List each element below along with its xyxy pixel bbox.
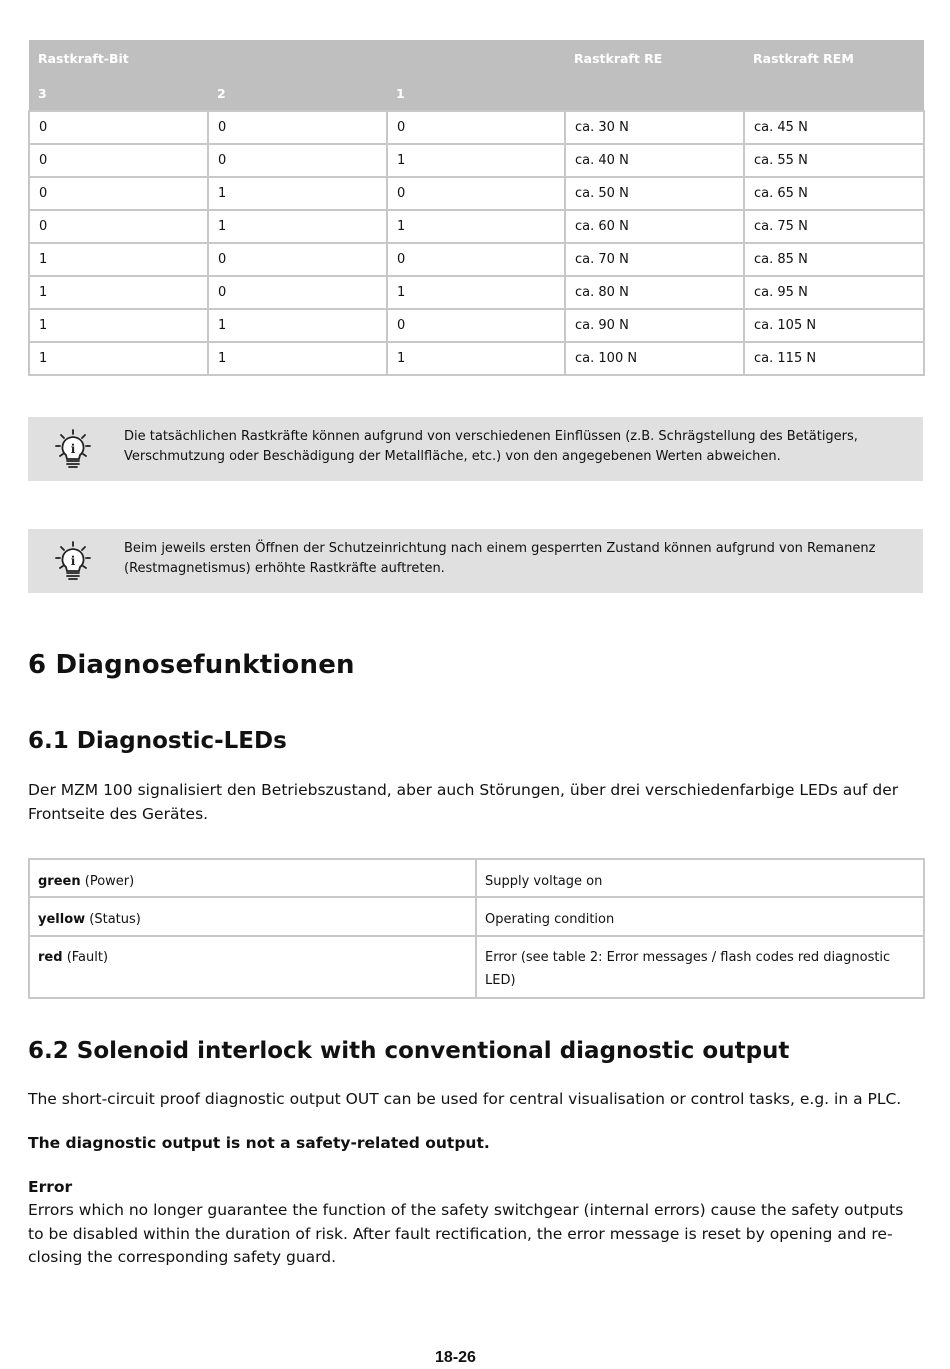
table-cell: 0 xyxy=(208,111,387,144)
table-row xyxy=(29,859,924,897)
subsection-title: 6.1 Diagnostic-LEDs xyxy=(28,728,287,754)
header-bit-3: 3 xyxy=(29,77,208,111)
table-cell: 1 xyxy=(29,276,208,309)
table-cell: 1 xyxy=(29,309,208,342)
table-row xyxy=(29,342,924,375)
led-label: (Status) xyxy=(89,912,141,927)
note-text: Beim jeweils ersten Öffnen der Schutzeinrichtung nach einem gesperrten Zustand können aufgrund von Remanenz (Restmagnetismus) erhöhte Rastkräfte auftreten. xyxy=(124,541,876,576)
subsection-title: 6.2 Solenoid interlock with conventional diagnostic output xyxy=(28,1038,790,1064)
led-table xyxy=(28,858,925,999)
table-row xyxy=(29,210,924,243)
table-cell: ca. 95 N xyxy=(744,276,924,309)
table-cell: 1 xyxy=(29,342,208,375)
table-cell: 1 xyxy=(208,309,387,342)
table-cell: 1 xyxy=(387,144,565,177)
rastkraft-table xyxy=(28,40,925,376)
table-cell: 0 xyxy=(29,210,208,243)
table-cell: 1 xyxy=(208,177,387,210)
led-color: red xyxy=(38,950,63,965)
table-row xyxy=(29,177,924,210)
svg-text:i: i xyxy=(70,442,76,456)
table-cell: 0 xyxy=(208,144,387,177)
table-cell: 1 xyxy=(208,342,387,375)
led-label: (Fault) xyxy=(66,950,109,965)
table-cell: ca. 80 N xyxy=(565,276,744,309)
info-note xyxy=(28,529,923,593)
table-cell: 0 xyxy=(29,144,208,177)
table-cell: 1 xyxy=(387,276,565,309)
paragraph: Errors which no longer guarantee the function of the safety switchgear (internal errors) cause the safety outputs to be disabled within the duration of risk. After fault rectification, the error message is reset by opening and re-closing the corresponding safety guard. xyxy=(28,1201,904,1266)
error-heading: Error xyxy=(28,1178,73,1196)
header-bit-1: 1 xyxy=(387,77,565,111)
led-desc-cell: Supply voltage on xyxy=(476,859,924,897)
table-cell: 1 xyxy=(208,210,387,243)
table-cell: 0 xyxy=(387,309,565,342)
lightbulb-info-icon xyxy=(54,429,92,469)
table-subheader-row xyxy=(29,77,924,111)
table-cell: 1 xyxy=(387,342,565,375)
lightbulb-info-icon xyxy=(54,541,92,581)
table-cell: 1 xyxy=(29,243,208,276)
led-color: yellow xyxy=(38,912,86,927)
led-color: green xyxy=(38,874,81,889)
paragraph: The short-circuit proof diagnostic output OUT can be used for central visualisation or control tasks, e.g. in a PLC. xyxy=(28,1090,902,1108)
header-empty xyxy=(565,77,744,111)
header-empty xyxy=(744,77,924,111)
page-number: 18-26 xyxy=(435,1349,476,1366)
table-cell: ca. 65 N xyxy=(744,177,924,210)
header-rastkraft-bit: Rastkraft-Bit xyxy=(29,40,565,77)
table-cell: 0 xyxy=(208,243,387,276)
led-name-cell xyxy=(29,897,476,936)
table-cell: ca. 40 N xyxy=(565,144,744,177)
table-cell: ca. 105 N xyxy=(744,309,924,342)
table-cell: ca. 85 N xyxy=(744,243,924,276)
table-cell: ca. 30 N xyxy=(565,111,744,144)
table-row xyxy=(29,897,924,936)
table-row xyxy=(29,144,924,177)
header-bit-2: 2 xyxy=(208,77,387,111)
led-name-cell xyxy=(29,936,476,998)
svg-text:i: i xyxy=(70,554,76,568)
led-desc-cell: Error (see table 2: Error messages / flash codes red diagnostic LED) xyxy=(476,936,924,998)
table-row xyxy=(29,276,924,309)
section-title: 6 Diagnosefunktionen xyxy=(28,650,355,680)
table-cell: ca. 55 N xyxy=(744,144,924,177)
bold-paragraph: The diagnostic output is not a safety-related output. xyxy=(28,1134,490,1152)
table-cell: ca. 60 N xyxy=(565,210,744,243)
led-desc-cell: Operating condition xyxy=(476,897,924,936)
info-note xyxy=(28,417,923,481)
table-row xyxy=(29,243,924,276)
led-name-cell xyxy=(29,859,476,897)
table-row xyxy=(29,936,924,998)
header-rastkraft-re: Rastkraft RE xyxy=(565,40,744,77)
table-cell: 0 xyxy=(208,276,387,309)
table-cell: 0 xyxy=(387,243,565,276)
header-rastkraft-rem: Rastkraft REM xyxy=(744,40,924,77)
led-label: (Power) xyxy=(84,874,135,889)
table-cell: 0 xyxy=(387,177,565,210)
table-cell: 0 xyxy=(387,111,565,144)
table-cell: ca. 45 N xyxy=(744,111,924,144)
table-row xyxy=(29,309,924,342)
table-cell: ca. 75 N xyxy=(744,210,924,243)
note-text: Die tatsächlichen Rastkräfte können aufgrund von verschiedenen Einflüssen (z.B. Schrägstellung des Betätigers, Verschmutzung oder Beschädigung der Metallfläche, etc.) von den angegebenen Werten abweichen. xyxy=(124,429,858,464)
paragraph: Der MZM 100 signalisiert den Betriebszustand, aber auch Störungen, über drei verschiedenfarbige LEDs auf der Frontseite des Gerätes. xyxy=(28,781,899,823)
rastkraft-table-body xyxy=(29,111,924,375)
table-cell: 0 xyxy=(29,177,208,210)
table-cell: ca. 90 N xyxy=(565,309,744,342)
table-header-row xyxy=(29,40,924,77)
table-cell: ca. 115 N xyxy=(744,342,924,375)
table-row xyxy=(29,111,924,144)
table-cell: ca. 50 N xyxy=(565,177,744,210)
table-cell: 0 xyxy=(29,111,208,144)
table-cell: 1 xyxy=(387,210,565,243)
table-cell: ca. 70 N xyxy=(565,243,744,276)
table-cell: ca. 100 N xyxy=(565,342,744,375)
